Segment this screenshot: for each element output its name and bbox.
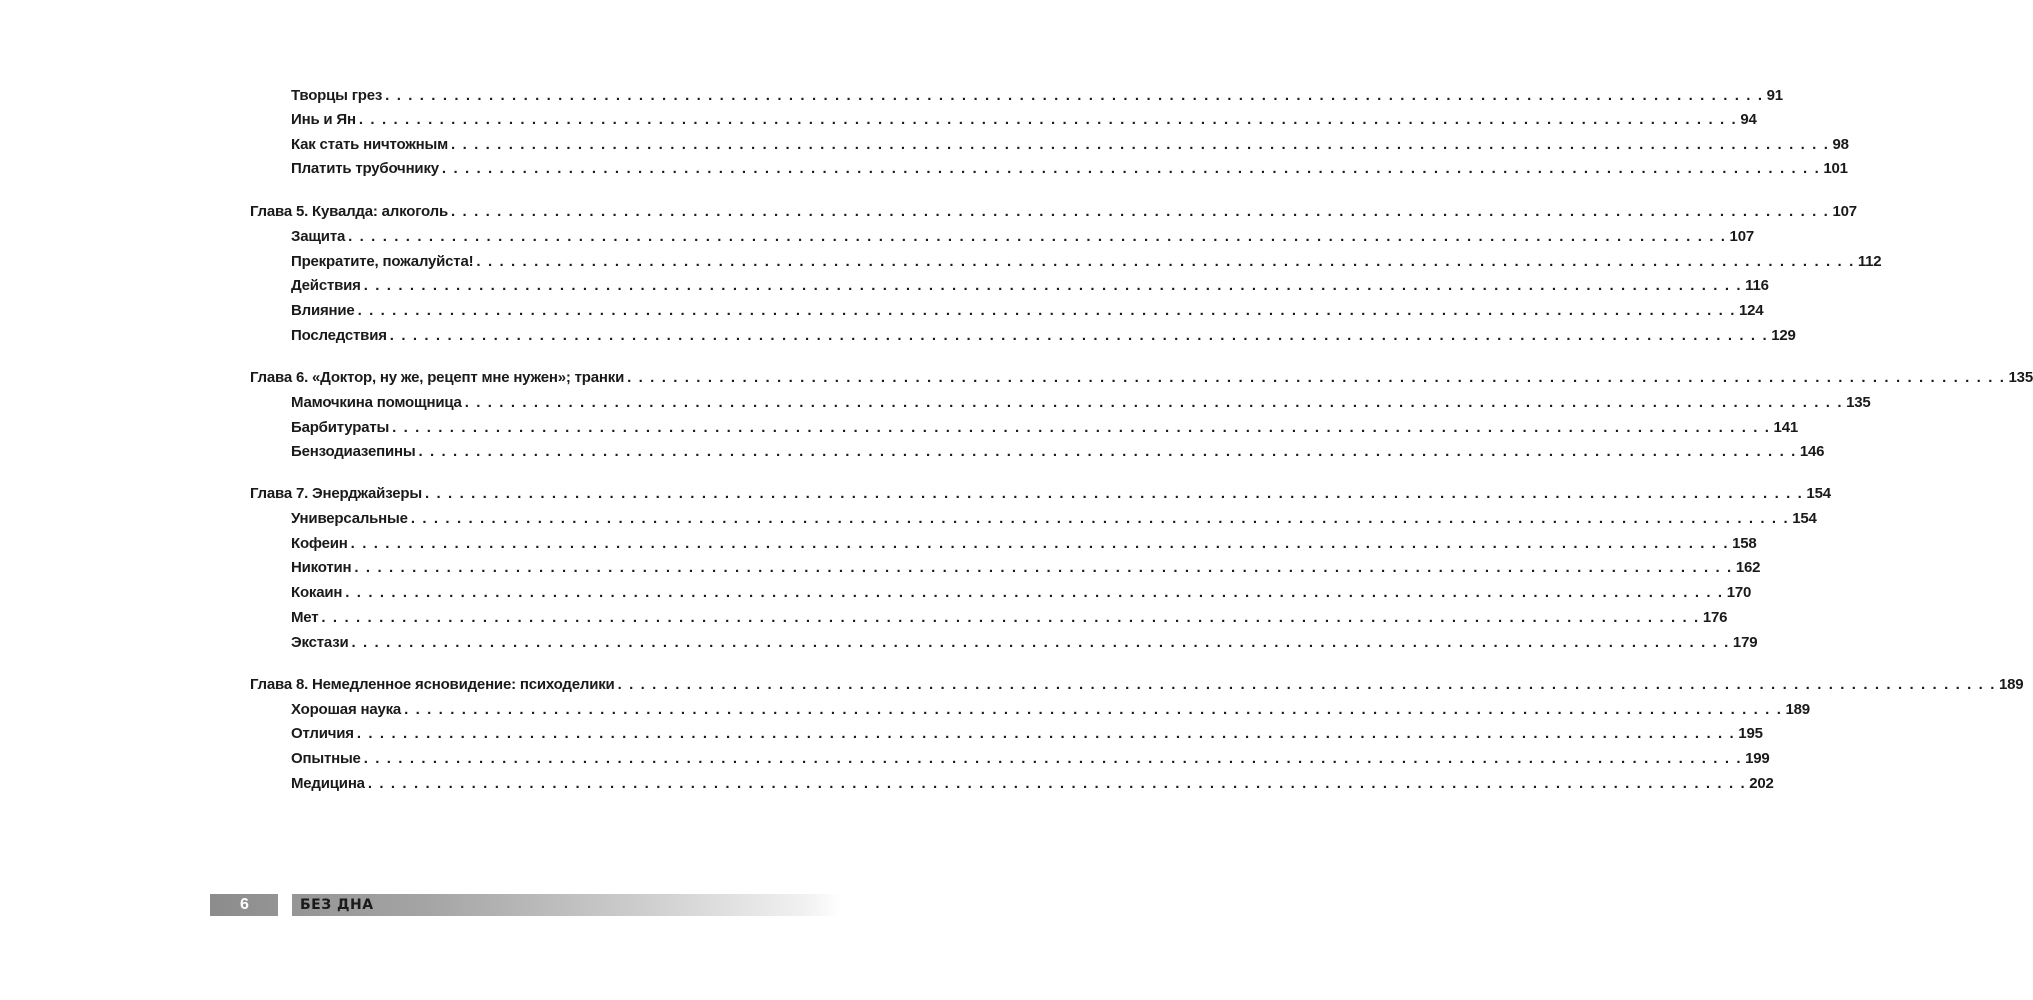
toc-page-number: 107 — [1832, 203, 1857, 220]
toc-dot-leader: . . . . . . . . . . . . . . . . . . . . . . . . . . . . . . . . . . . . . . . . . . . . . . . . . . . . . . . . . . . . . . . . . . . . . . . . . . . . . . . . . . . . . . . . . . . . . . . . . . . . . . . . . . . . . . . . . . . . . . . . — [363, 277, 1743, 294]
toc-entry-title: Глава 7. Энерджайзеры — [250, 485, 422, 502]
toc-entry-title: Универсальные — [291, 510, 408, 527]
toc-page-number: 129 — [1771, 327, 1796, 344]
toc-dot-leader: . . . . . . . . . . . . . . . . . . . . . . . . . . . . . . . . . . . . . . . . . . . . . . . . . . . . . . . . . . . . . . . . . . . . . . . . . . . . . . . . . . . . . . . . . . . . . . . . . . . . . . . . . . . . . . . . . . . . . . . . — [476, 253, 1855, 270]
toc-dot-leader: . . . . . . . . . . . . . . . . . . . . . . . . . . . . . . . . . . . . . . . . . . . . . . . . . . . . . . . . . . . . . . . . . . . . . . . . . . . . . . . . . . . . . . . . . . . . . . . . . . . . . . . . . . . . . . . . . . . . . . . . — [617, 676, 1996, 693]
toc-section-row — [291, 250, 1882, 274]
toc-page-number: 116 — [1745, 277, 1769, 294]
toc-dot-leader: . . . . . . . . . . . . . . . . . . . . . . . . . . . . . . . . . . . . . . . . . . . . . . . . . . . . . . . . . . . . . . . . . . . . . . . . . . . . . . . . . . . . . . . . . . . . . . . . . . . . . . . . . . . . . . . . . . . . . . . . — [351, 634, 1730, 651]
toc-dot-leader: . . . . . . . . . . . . . . . . . . . . . . . . . . . . . . . . . . . . . . . . . . . . . . . . . . . . . . . . . . . . . . . . . . . . . . . . . . . . . . . . . . . . . . . . . . . . . . . . . . . . . . . . . . . . . . . . . . . . . . . . — [392, 419, 1771, 436]
toc-section-row — [291, 324, 1796, 348]
toc-dot-leader: . . . . . . . . . . . . . . . . . . . . . . . . . . . . . . . . . . . . . . . . . . . . . . . . . . . . . . . . . . . . . . . . . . . . . . . . . . . . . . . . . . . . . . . . . . . . . . . . . . . . . . . . . . . . . . . . . . . . . . . . — [321, 609, 1700, 626]
toc-section-row — [291, 532, 1757, 556]
toc-entry-title: Кокаин — [291, 584, 343, 601]
toc-entry-title: Глава 8. Немедленное ясновидение: психоделики — [250, 676, 615, 693]
toc-entry-title: Платить трубочнику — [291, 160, 439, 177]
toc-page-number: 189 — [1999, 676, 2024, 693]
toc-dot-leader: . . . . . . . . . . . . . . . . . . . . . . . . . . . . . . . . . . . . . . . . . . . . . . . . . . . . . . . . . . . . . . . . . . . . . . . . . . . . . . . . . . . . . . . . . . . . . . . . . . . . . . . . . . . . . . . . . . . . . . . . — [404, 701, 1783, 718]
toc-dot-leader: . . . . . . . . . . . . . . . . . . . . . . . . . . . . . . . . . . . . . . . . . . . . . . . . . . . . . . . . . . . . . . . . . . . . . . . . . . . . . . . . . . . . . . . . . . . . . . . . . . . . . . . . . . . . . . . . . . . . . . . . — [354, 559, 1733, 576]
toc-dot-leader: . . . . . . . . . . . . . . . . . . . . . . . . . . . . . . . . . . . . . . . . . . . . . . . . . . . . . . . . . . . . . . . . . . . . . . . . . . . . . . . . . . . . . . . . . . . . . . . . . . . . . . . . . . . . . . . . . . . . . . . . — [367, 775, 1747, 792]
toc-section-row — [291, 108, 1757, 132]
toc-entry-title: Мамочкина помощница — [291, 394, 462, 411]
toc-section-row — [291, 274, 1769, 298]
toc-dot-leader: . . . . . . . . . . . . . . . . . . . . . . . . . . . . . . . . . . . . . . . . . . . . . . . . . . . . . . . . . . . . . . . . . . . . . . . . . . . . . . . . . . . . . . . . . . . . . . . . . . . . . . . . . . . . . . . . . . . . . . . . — [451, 203, 1830, 220]
toc-entry-title: Инь и Ян — [291, 111, 356, 128]
toc-page-number: 195 — [1738, 725, 1763, 742]
toc-page-number: 135 — [2008, 369, 2033, 386]
toc-section-row — [291, 416, 1798, 440]
toc-entry-title: Глава 5. Кувалда: алкоголь — [250, 203, 448, 220]
toc-section-row — [291, 507, 1817, 531]
toc-page-number: 158 — [1732, 535, 1757, 552]
toc-entry-title: Прекратите, пожалуйста! — [291, 253, 474, 270]
toc-page-number: 179 — [1732, 634, 1758, 651]
toc-chapter-row — [250, 673, 2024, 697]
toc-entry-title: Хорошая наука — [291, 701, 402, 718]
toc-page-number: 94 — [1740, 111, 1757, 128]
toc-section-row — [291, 631, 1758, 655]
toc-page-number: 112 — [1857, 253, 1882, 270]
toc-dot-leader: . . . . . . . . . . . . . . . . . . . . . . . . . . . . . . . . . . . . . . . . . . . . . . . . . . . . . . . . . . . . . . . . . . . . . . . . . . . . . . . . . . . . . . . . . . . . . . . . . . . . . . . . . . . . . . . . . . . . . . . . — [627, 369, 2006, 386]
toc-dot-leader: . . . . . . . . . . . . . . . . . . . . . . . . . . . . . . . . . . . . . . . . . . . . . . . . . . . . . . . . . . . . . . . . . . . . . . . . . . . . . . . . . . . . . . . . . . . . . . . . . . . . . . . . . . . . . . . . . . . . . . . . — [464, 394, 1844, 411]
toc-page-number: 107 — [1729, 228, 1754, 245]
footer-divider — [278, 894, 292, 916]
toc-page-number: 101 — [1823, 160, 1848, 177]
toc-section-row — [291, 157, 1848, 181]
toc-dot-leader: . . . . . . . . . . . . . . . . . . . . . . . . . . . . . . . . . . . . . . . . . . . . . . . . . . . . . . . . . . . . . . . . . . . . . . . . . . . . . . . . . . . . . . . . . . . . . . . . . . . . . . . . . . . . . . . . . . . . . . . . — [363, 750, 1743, 767]
toc-chapter-row — [250, 482, 1831, 506]
toc-page-number: 146 — [1799, 443, 1825, 460]
toc-page-number: 202 — [1749, 775, 1774, 792]
toc-section-row — [291, 225, 1754, 249]
toc-entry-title: Медицина — [291, 775, 365, 792]
toc-entry-title: Кофеин — [291, 535, 348, 552]
toc-section-row — [291, 133, 1849, 157]
toc-entry-title: Как стать ничтожным — [291, 136, 449, 153]
toc-page-number: 189 — [1785, 701, 1810, 718]
toc-page-number: 199 — [1745, 750, 1770, 767]
footer-page-number: 6 — [240, 896, 249, 913]
toc-entry-title: Экстази — [291, 634, 349, 651]
toc-dot-leader: . . . . . . . . . . . . . . . . . . . . . . . . . . . . . . . . . . . . . . . . . . . . . . . . . . . . . . . . . . . . . . . . . . . . . . . . . . . . . . . . . . . . . . . . . . . . . . . . . . . . . . . . . . . . . . . . . . . . . . . . — [357, 302, 1736, 319]
toc-entry-title: Мет — [291, 609, 319, 626]
toc-page-number: 141 — [1773, 419, 1798, 436]
toc-page-number: 135 — [1846, 394, 1871, 411]
toc-section-row — [291, 299, 1764, 323]
toc-entry-title: Влияние — [291, 302, 355, 319]
toc-entry-title: Последствия — [291, 327, 387, 344]
toc-entry-title: Действия — [291, 277, 361, 294]
toc-section-row — [291, 722, 1763, 746]
toc-page-number: 154 — [1806, 485, 1831, 502]
toc-section-row — [291, 581, 1752, 605]
toc-entry-title: Опытные — [291, 750, 361, 767]
toc-dot-leader: . . . . . . . . . . . . . . . . . . . . . . . . . . . . . . . . . . . . . . . . . . . . . . . . . . . . . . . . . . . . . . . . . . . . . . . . . . . . . . . . . . . . . . . . . . . . . . . . . . . . . . . . . . . . . . . . . . . . . . . . — [389, 327, 1769, 344]
toc-dot-leader: . . . . . . . . . . . . . . . . . . . . . . . . . . . . . . . . . . . . . . . . . . . . . . . . . . . . . . . . . . . . . . . . . . . . . . . . . . . . . . . . . . . . . . . . . . . . . . . . . . . . . . . . . . . . . . . . . . . . . . . . — [350, 535, 1730, 552]
toc-dot-leader: . . . . . . . . . . . . . . . . . . . . . . . . . . . . . . . . . . . . . . . . . . . . . . . . . . . . . . . . . . . . . . . . . . . . . . . . . . . . . . . . . . . . . . . . . . . . . . . . . . . . . . . . . . . . . . . . . . . . . . . . — [451, 136, 1830, 153]
toc-chapter-row — [250, 200, 1857, 224]
toc-page-number: 154 — [1792, 510, 1817, 527]
toc-entry-title: Творцы грез — [291, 87, 383, 104]
page-footer — [210, 894, 840, 916]
toc-chapter-row — [250, 366, 2033, 390]
toc-section-row — [291, 772, 1774, 796]
toc-section-row — [291, 440, 1825, 464]
toc-entry-title: Барбитураты — [291, 419, 390, 436]
toc-entry-title: Отличия — [291, 725, 354, 742]
toc-entry-title: Никотин — [291, 559, 352, 576]
toc-dot-leader: . . . . . . . . . . . . . . . . . . . . . . . . . . . . . . . . . . . . . . . . . . . . . . . . . . . . . . . . . . . . . . . . . . . . . . . . . . . . . . . . . . . . . . . . . . . . . . . . . . . . . . . . . . . . . . . . . . . . . . . . — [418, 443, 1797, 460]
toc-page-number: 170 — [1726, 584, 1752, 601]
toc-section-row — [291, 747, 1770, 771]
footer-book-title: БЕЗ ДНА — [300, 897, 374, 913]
toc-entry-title: Защита — [291, 228, 346, 245]
toc-dot-leader: . . . . . . . . . . . . . . . . . . . . . . . . . . . . . . . . . . . . . . . . . . . . . . . . . . . . . . . . . . . . . . . . . . . . . . . . . . . . . . . . . . . . . . . . . . . . . . . . . . . . . . . . . . . . . . . . . . . . . . . . — [358, 111, 1738, 128]
toc-page-number: 91 — [1766, 87, 1783, 104]
toc-section-row — [291, 84, 1783, 108]
toc-section-row — [291, 606, 1728, 630]
toc-page-number: 98 — [1832, 136, 1849, 153]
toc-dot-leader: . . . . . . . . . . . . . . . . . . . . . . . . . . . . . . . . . . . . . . . . . . . . . . . . . . . . . . . . . . . . . . . . . . . . . . . . . . . . . . . . . . . . . . . . . . . . . . . . . . . . . . . . . . . . . . . . . . . . . . . . — [410, 510, 1790, 527]
toc-dot-leader: . . . . . . . . . . . . . . . . . . . . . . . . . . . . . . . . . . . . . . . . . . . . . . . . . . . . . . . . . . . . . . . . . . . . . . . . . . . . . . . . . . . . . . . . . . . . . . . . . . . . . . . . . . . . . . . . . . . . . . . . — [441, 160, 1821, 177]
toc-entry-title: Бензодиазепины — [291, 443, 416, 460]
toc-dot-leader: . . . . . . . . . . . . . . . . . . . . . . . . . . . . . . . . . . . . . . . . . . . . . . . . . . . . . . . . . . . . . . . . . . . . . . . . . . . . . . . . . . . . . . . . . . . . . . . . . . . . . . . . . . . . . . . . . . . . . . . . — [348, 228, 1727, 245]
toc-page-number: 176 — [1702, 609, 1728, 626]
toc-entry-title: Глава 6. «Доктор, ну же, рецепт мне нужен»; транки — [250, 369, 625, 386]
toc-page-number: 162 — [1735, 559, 1761, 576]
toc-dot-leader: . . . . . . . . . . . . . . . . . . . . . . . . . . . . . . . . . . . . . . . . . . . . . . . . . . . . . . . . . . . . . . . . . . . . . . . . . . . . . . . . . . . . . . . . . . . . . . . . . . . . . . . . . . . . . . . . . . . . . . . . — [356, 725, 1736, 742]
toc-section-row — [291, 391, 1871, 415]
toc-dot-leader: . . . . . . . . . . . . . . . . . . . . . . . . . . . . . . . . . . . . . . . . . . . . . . . . . . . . . . . . . . . . . . . . . . . . . . . . . . . . . . . . . . . . . . . . . . . . . . . . . . . . . . . . . . . . . . . . . . . . . . . . — [345, 584, 1724, 601]
toc-section-row — [291, 556, 1761, 580]
toc-page-number: 124 — [1739, 302, 1764, 319]
toc-dot-leader: . . . . . . . . . . . . . . . . . . . . . . . . . . . . . . . . . . . . . . . . . . . . . . . . . . . . . . . . . . . . . . . . . . . . . . . . . . . . . . . . . . . . . . . . . . . . . . . . . . . . . . . . . . . . . . . . . . . . . . . . — [385, 87, 1764, 104]
toc-section-row — [291, 698, 1810, 722]
toc-dot-leader: . . . . . . . . . . . . . . . . . . . . . . . . . . . . . . . . . . . . . . . . . . . . . . . . . . . . . . . . . . . . . . . . . . . . . . . . . . . . . . . . . . . . . . . . . . . . . . . . . . . . . . . . . . . . . . . . . . . . . . . . — [424, 485, 1804, 502]
